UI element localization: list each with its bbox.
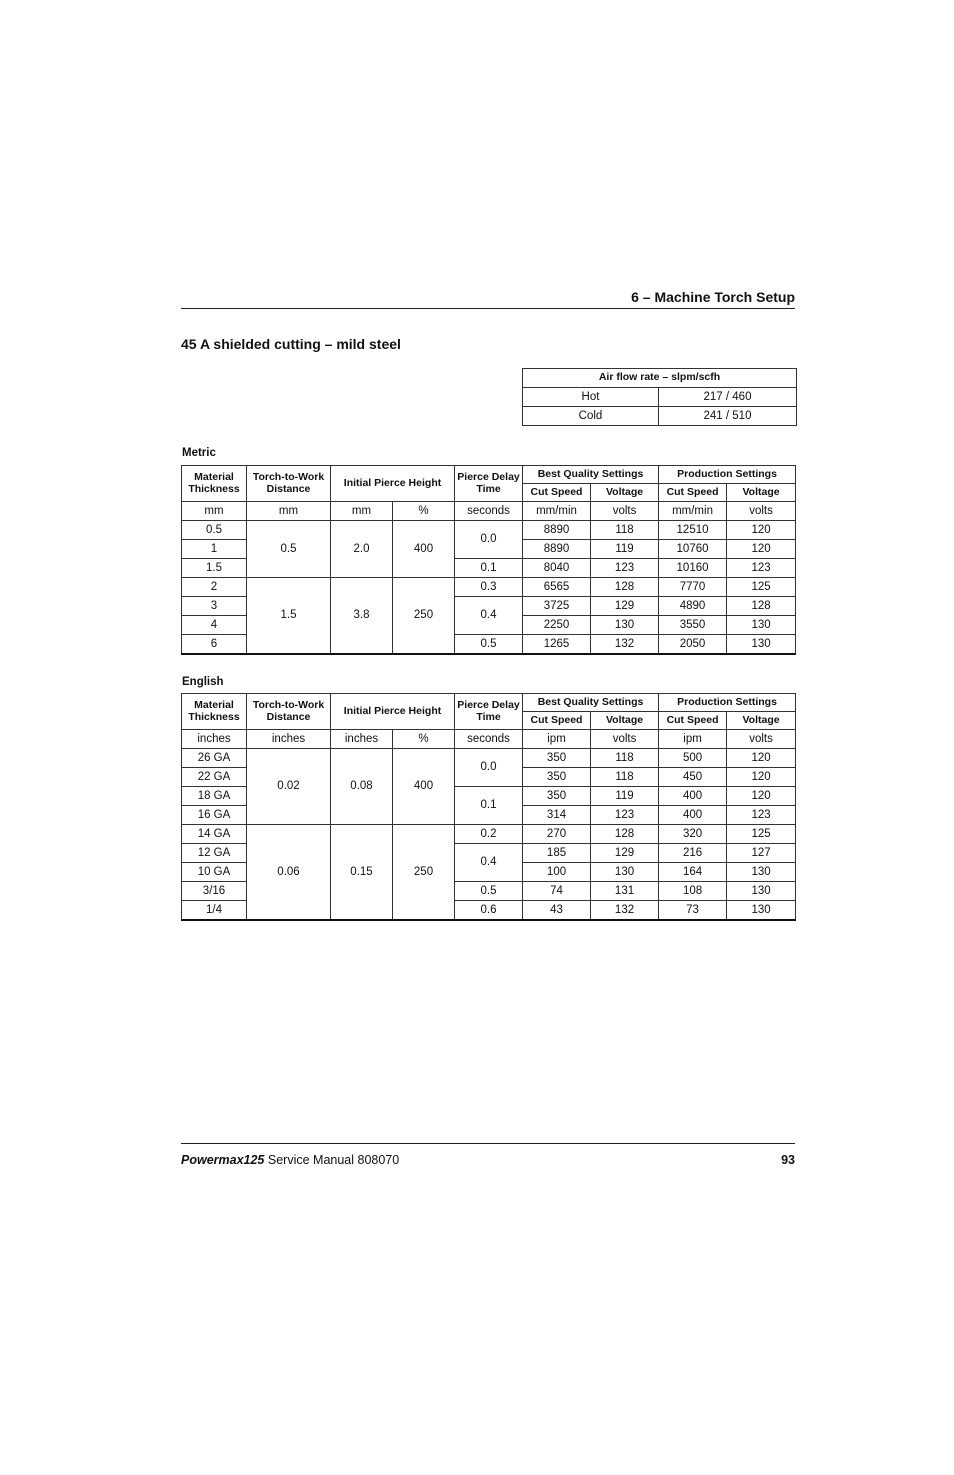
air-flow-label: Cold <box>523 407 659 426</box>
delay-cell: 0.5 <box>455 882 523 901</box>
footer-manual <box>181 1153 399 1167</box>
delay-cell: 0.0 <box>455 521 523 559</box>
best-voltage-cell: 118 <box>591 749 659 768</box>
best-speed-cell: 8890 <box>523 521 591 540</box>
prod-speed-cell: 7770 <box>659 578 727 597</box>
air-flow-value: 241 / 510 <box>659 407 797 426</box>
footer-rule <box>181 1143 795 1144</box>
thickness-cell: 26 GA <box>182 749 247 768</box>
best-speed-cell: 100 <box>523 863 591 882</box>
unit-cell: volts <box>727 502 796 521</box>
unit-cell: volts <box>591 502 659 521</box>
header-best-quality: Best Quality Settings <box>523 466 659 484</box>
delay-cell: 0.4 <box>455 597 523 635</box>
prod-speed-cell: 4890 <box>659 597 727 616</box>
prod-voltage-cell: 120 <box>727 768 796 787</box>
best-voltage-cell: 131 <box>591 882 659 901</box>
best-speed-cell: 43 <box>523 901 591 920</box>
thickness-cell: 16 GA <box>182 806 247 825</box>
header-cut-speed: Cut Speed <box>523 712 591 730</box>
prod-voltage-cell: 130 <box>727 635 796 654</box>
pierce-height-cell: 0.15 <box>331 825 393 920</box>
best-voltage-cell: 130 <box>591 616 659 635</box>
unit-cell: mm/min <box>523 502 591 521</box>
best-voltage-cell: 132 <box>591 635 659 654</box>
header-pierce-height: Initial Pierce Height <box>331 694 455 730</box>
prod-speed-cell: 12510 <box>659 521 727 540</box>
thickness-cell: 14 GA <box>182 825 247 844</box>
pierce-height-cell: 3.8 <box>331 578 393 654</box>
delay-cell: 0.0 <box>455 749 523 787</box>
header-material: Material Thickness <box>182 466 247 502</box>
pierce-percent-cell: 400 <box>393 521 455 578</box>
prod-voltage-cell: 127 <box>727 844 796 863</box>
best-voltage-cell: 123 <box>591 806 659 825</box>
best-voltage-cell: 119 <box>591 787 659 806</box>
prod-speed-cell: 10160 <box>659 559 727 578</box>
prod-voltage-cell: 130 <box>727 616 796 635</box>
thickness-cell: 2 <box>182 578 247 597</box>
thickness-cell: 0.5 <box>182 521 247 540</box>
header-cut-speed: Cut Speed <box>659 712 727 730</box>
header-production: Production Settings <box>659 466 796 484</box>
prod-voltage-cell: 130 <box>727 863 796 882</box>
table-row <box>182 578 796 597</box>
delay-cell: 0.3 <box>455 578 523 597</box>
table-row <box>182 749 796 768</box>
best-speed-cell: 8890 <box>523 540 591 559</box>
chapter-heading: 6 – Machine Torch Setup <box>631 289 795 305</box>
prod-speed-cell: 3550 <box>659 616 727 635</box>
unit-cell: volts <box>727 730 796 749</box>
prod-voltage-cell: 120 <box>727 749 796 768</box>
best-voltage-cell: 119 <box>591 540 659 559</box>
pierce-percent-cell: 250 <box>393 578 455 654</box>
thickness-cell: 3/16 <box>182 882 247 901</box>
prod-speed-cell: 500 <box>659 749 727 768</box>
best-voltage-cell: 132 <box>591 901 659 920</box>
table-row <box>182 521 796 540</box>
thickness-cell: 18 GA <box>182 787 247 806</box>
header-voltage: Voltage <box>591 712 659 730</box>
best-voltage-cell: 128 <box>591 825 659 844</box>
header-delay: Pierce Delay Time <box>455 466 523 502</box>
best-voltage-cell: 130 <box>591 863 659 882</box>
header-rule <box>181 308 795 309</box>
thickness-cell: 12 GA <box>182 844 247 863</box>
prod-voltage-cell: 120 <box>727 787 796 806</box>
table-row <box>182 825 796 844</box>
best-speed-cell: 270 <box>523 825 591 844</box>
delay-cell: 0.1 <box>455 559 523 578</box>
best-voltage-cell: 129 <box>591 597 659 616</box>
header-material: Material Thickness <box>182 694 247 730</box>
air-flow-value: 217 / 460 <box>659 388 797 407</box>
prod-voltage-cell: 123 <box>727 559 796 578</box>
best-speed-cell: 350 <box>523 768 591 787</box>
torch-distance-cell: 0.06 <box>247 825 331 920</box>
best-speed-cell: 350 <box>523 749 591 768</box>
prod-voltage-cell: 120 <box>727 521 796 540</box>
best-voltage-cell: 118 <box>591 521 659 540</box>
prod-voltage-cell: 125 <box>727 578 796 597</box>
delay-cell: 0.2 <box>455 825 523 844</box>
page-number: 93 <box>781 1153 795 1167</box>
best-speed-cell: 3725 <box>523 597 591 616</box>
best-voltage-cell: 129 <box>591 844 659 863</box>
best-speed-cell: 314 <box>523 806 591 825</box>
prod-voltage-cell: 120 <box>727 540 796 559</box>
air-flow-table <box>522 368 797 426</box>
header-pierce-height: Initial Pierce Height <box>331 466 455 502</box>
unit-cell: inches <box>182 730 247 749</box>
english-table <box>181 693 796 921</box>
unit-cell: volts <box>591 730 659 749</box>
prod-voltage-cell: 130 <box>727 882 796 901</box>
header-best-quality: Best Quality Settings <box>523 694 659 712</box>
pierce-height-cell: 0.08 <box>331 749 393 825</box>
unit-cell: mm <box>331 502 393 521</box>
delay-cell: 0.5 <box>455 635 523 654</box>
prod-speed-cell: 73 <box>659 901 727 920</box>
unit-cell: % <box>393 730 455 749</box>
english-label: English <box>182 676 224 688</box>
unit-cell: mm <box>247 502 331 521</box>
header-cut-speed: Cut Speed <box>659 484 727 502</box>
air-flow-title: Air flow rate – slpm/scfh <box>523 369 797 388</box>
prod-speed-cell: 2050 <box>659 635 727 654</box>
prod-voltage-cell: 123 <box>727 806 796 825</box>
manual-title: Service Manual 808070 <box>267 1153 400 1167</box>
prod-speed-cell: 164 <box>659 863 727 882</box>
prod-speed-cell: 450 <box>659 768 727 787</box>
delay-cell: 0.4 <box>455 844 523 882</box>
thickness-cell: 6 <box>182 635 247 654</box>
prod-speed-cell: 320 <box>659 825 727 844</box>
header-voltage: Voltage <box>591 484 659 502</box>
prod-speed-cell: 400 <box>659 806 727 825</box>
header-torch-distance: Torch-to-Work Distance <box>247 694 331 730</box>
prod-speed-cell: 400 <box>659 787 727 806</box>
unit-cell: inches <box>331 730 393 749</box>
pierce-percent-cell: 250 <box>393 825 455 920</box>
thickness-cell: 22 GA <box>182 768 247 787</box>
prod-voltage-cell: 130 <box>727 901 796 920</box>
header-voltage: Voltage <box>727 712 796 730</box>
unit-cell: seconds <box>455 502 523 521</box>
unit-cell: % <box>393 502 455 521</box>
prod-voltage-cell: 128 <box>727 597 796 616</box>
torch-distance-cell: 0.02 <box>247 749 331 825</box>
header-cut-speed: Cut Speed <box>523 484 591 502</box>
best-speed-cell: 1265 <box>523 635 591 654</box>
prod-speed-cell: 10760 <box>659 540 727 559</box>
unit-cell: mm/min <box>659 502 727 521</box>
unit-cell: mm <box>182 502 247 521</box>
section-title: 45 A shielded cutting – mild steel <box>181 336 401 352</box>
prod-speed-cell: 216 <box>659 844 727 863</box>
unit-cell: ipm <box>523 730 591 749</box>
unit-cell: inches <box>247 730 331 749</box>
header-torch-distance: Torch-to-Work Distance <box>247 466 331 502</box>
best-speed-cell: 8040 <box>523 559 591 578</box>
prod-speed-cell: 108 <box>659 882 727 901</box>
pierce-height-cell: 2.0 <box>331 521 393 578</box>
best-speed-cell: 6565 <box>523 578 591 597</box>
best-voltage-cell: 118 <box>591 768 659 787</box>
best-speed-cell: 350 <box>523 787 591 806</box>
brand-name: Powermax125 <box>181 1153 265 1167</box>
best-voltage-cell: 128 <box>591 578 659 597</box>
metric-table <box>181 465 796 655</box>
torch-distance-cell: 1.5 <box>247 578 331 654</box>
metric-label: Metric <box>182 447 216 459</box>
thickness-cell: 10 GA <box>182 863 247 882</box>
best-voltage-cell: 123 <box>591 559 659 578</box>
header-voltage: Voltage <box>727 484 796 502</box>
unit-cell: ipm <box>659 730 727 749</box>
thickness-cell: 1.5 <box>182 559 247 578</box>
air-flow-label: Hot <box>523 388 659 407</box>
thickness-cell: 1 <box>182 540 247 559</box>
delay-cell: 0.6 <box>455 901 523 920</box>
header-production: Production Settings <box>659 694 796 712</box>
pierce-percent-cell: 400 <box>393 749 455 825</box>
header-delay: Pierce Delay Time <box>455 694 523 730</box>
thickness-cell: 3 <box>182 597 247 616</box>
torch-distance-cell: 0.5 <box>247 521 331 578</box>
thickness-cell: 1/4 <box>182 901 247 920</box>
thickness-cell: 4 <box>182 616 247 635</box>
unit-cell: seconds <box>455 730 523 749</box>
prod-voltage-cell: 125 <box>727 825 796 844</box>
best-speed-cell: 74 <box>523 882 591 901</box>
best-speed-cell: 185 <box>523 844 591 863</box>
best-speed-cell: 2250 <box>523 616 591 635</box>
delay-cell: 0.1 <box>455 787 523 825</box>
